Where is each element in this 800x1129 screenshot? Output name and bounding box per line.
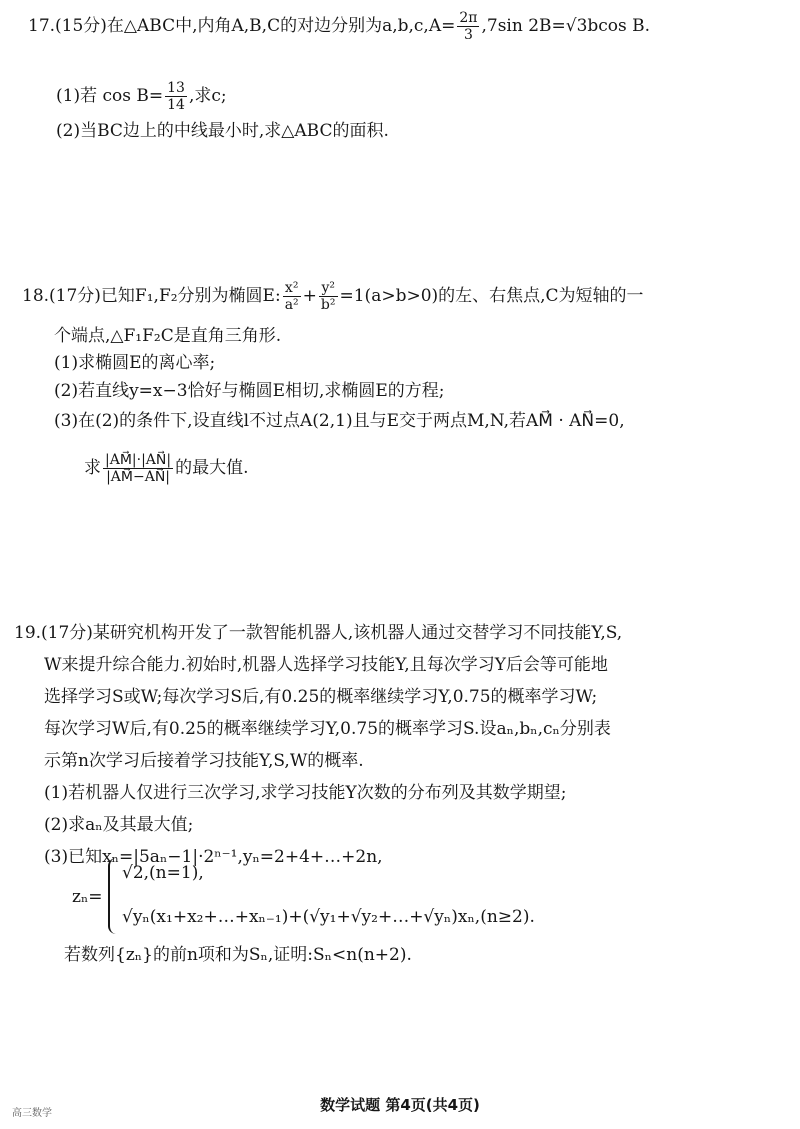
q19-line1: 19.(17分)某研究机构开发了一款智能机器人,该机器人通过交替学习不同技能Y,S, (14, 623, 623, 643)
q18-stem: 18.(17分)已知F₁,F₂分别为椭圆E: $\frac{\text{x²}}{\text{a²}}$ + $\frac{\text{y²}}{\text{b²}}$ =1(a>b>0)的左、右焦点,C为短轴的一 (22, 280, 644, 313)
q18-stem-line2: 个端点,△F₁F₂C是直角三角形. (54, 326, 282, 346)
q18-part1: (1)求椭圆E的离心率; (54, 353, 216, 373)
q18-part2: (2)若直线y=x−3恰好与椭圆E相切,求椭圆E的方程; (54, 381, 445, 401)
q17-stem: 17.(15分)在△ABC中,内角A,B,C的对边分别为a,b,c,A= $\frac{2\pi}{3}$ ,7sin 2B=√3bcos B. (28, 10, 651, 43)
fraction-vector-ratio: $\frac{|AM⃗|\cdot|AN⃗|}{|AM⃗-AN⃗|}$ (105, 452, 172, 485)
piecewise-brace (108, 858, 120, 934)
q19-part1: (1)若机器人仅进行三次学习,求学习技能Y次数的分布列及其数学期望; (44, 783, 567, 803)
q19-part2: (2)求aₙ及其最大值; (44, 815, 194, 835)
z-case-2: √yₙ(x₁+x₂+…+xₙ₋₁)+(√y₁+√y₂+…+√yₙ)xₙ,(n≥2). (122, 907, 535, 927)
q19-line3: 选择学习S或W;每次学习S后,有0.25的概率继续学习Y,0.75的概率学习W; (44, 687, 598, 707)
page-footer: 数学试题 第4页(共4页) (320, 1096, 480, 1114)
q17-part2: (2)当BC边上的中线最小时,求△ABC的面积. (56, 121, 389, 141)
fraction-2pi-over-3: $\frac{2\pi}{3}$ (459, 10, 478, 43)
q19-line2: W来提升综合能力.初始时,机器人选择学习技能Y,且每次学习Y后会等可能地 (44, 655, 608, 675)
q18-part3-question: 求 $\frac{|AM⃗|\cdot|AN⃗|}{|AM⃗-AN⃗|}$ 的最大值. (84, 452, 249, 485)
q18-part3: (3)在(2)的条件下,设直线l不过点A(2,1)且与E交于两点M,N,若AM⃗ · AN⃗=0, (54, 411, 625, 431)
corner-mark: 高三数学 (12, 1108, 52, 1119)
q19-line5: 示第n次学习后接着学习技能Y,S,W的概率. (44, 751, 364, 771)
fraction-13-over-14: $\frac{13}{14}$ (167, 80, 185, 113)
q19-part3: (3)已知xₙ=|5aₙ−1|·2ⁿ⁻¹,yₙ=2+4+…+2n, (44, 847, 383, 867)
fraction-y2-over-b2: $\frac{\text{y²}}{\text{b²}}$ (320, 280, 336, 313)
z-definition-lhs: zₙ= (72, 887, 103, 907)
z-case-1: √2,(n=1), (122, 863, 204, 883)
q19-line4: 每次学习W后,有0.25的概率继续学习Y,0.75的概率学习S.设aₙ,bₙ,cₙ分别表 (44, 719, 611, 739)
q17-part1: (1)若 cos B= $\frac{13}{14}$ ,求c; (56, 80, 227, 113)
q19-part3-claim: 若数列{zₙ}的前n项和为Sₙ,证明:Sₙ<n(n+2). (64, 945, 412, 965)
fraction-x2-over-a2: $\frac{\text{x²}}{\text{a²}}$ (284, 280, 299, 313)
